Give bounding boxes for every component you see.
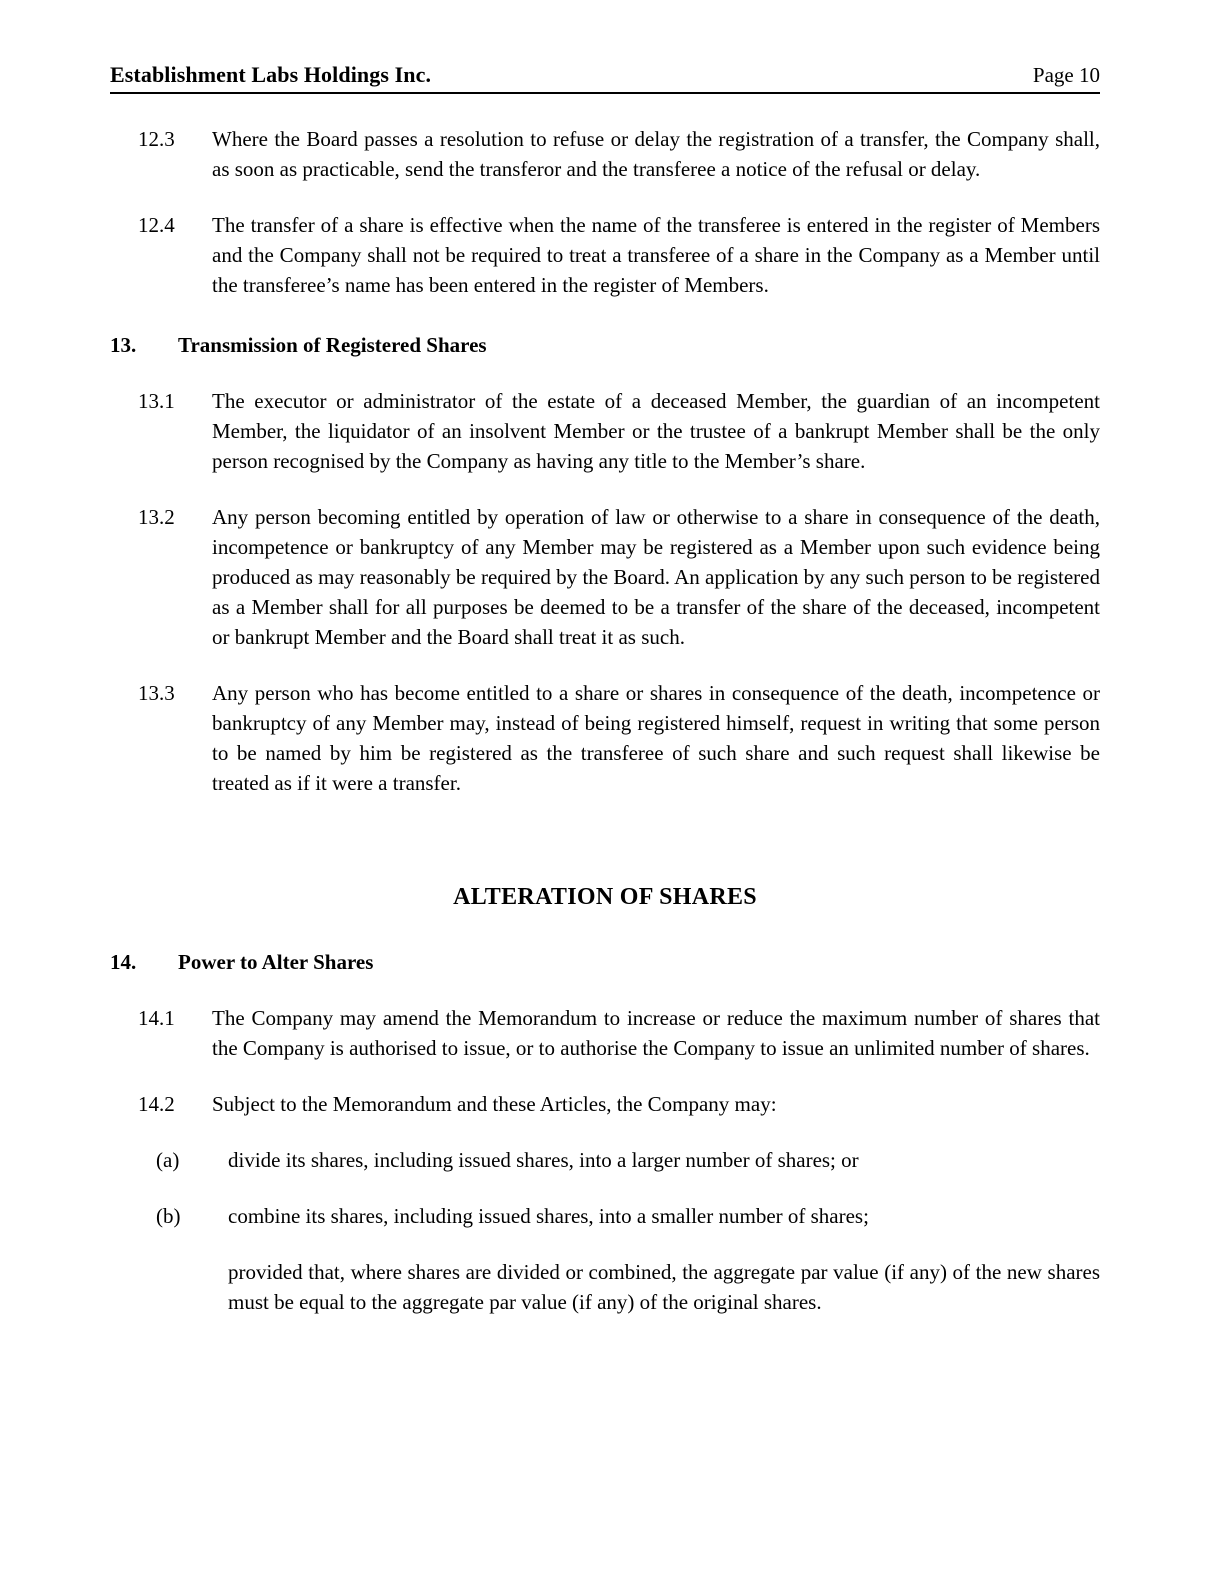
subitem-label: (b) [156, 1204, 181, 1228]
clause-text: The transfer of a share is effective when the name of the transferee is entered in the register of Members and the Company shall not be required to treat a transferee of a share in the Company as a Member until the transferee’s name has been entered in the register of Members. [212, 213, 1100, 297]
clause-number: 13.1 [138, 389, 175, 413]
section-title: Power to Alter Shares [178, 950, 374, 974]
clause-number: 13.2 [138, 505, 175, 529]
section-heading-14 [110, 947, 1100, 977]
proviso-paragraph: provided that, where shares are divided or combined, the aggregate par value (if any) of the new shares must be equal to the aggregate par value (if any) of the original shares. [228, 1260, 1100, 1314]
clause-text: Where the Board passes a resolution to refuse or delay the registration of a transfer, the Company shall, as soon as practicable, send the transferor and the transferee a notice of the refusal or delay. [212, 127, 1100, 181]
clause-number: 13.3 [138, 681, 175, 705]
part-title: ALTERATION OF SHARES [453, 884, 757, 910]
header-company-name: Establishment Labs Holdings Inc. [110, 62, 432, 87]
clause-12-3 [110, 124, 1100, 184]
clause-number: 14.1 [138, 1006, 175, 1030]
page-header [110, 62, 1100, 94]
page-content [110, 62, 1100, 1317]
clause-text: Any person becoming entitled by operation of law or otherwise to a share in consequence of the death, incompetence or bankruptcy of any Member may be registered as a Member upon such evidence being produced as may reasonably be required by the Board. An application by any such person to be registered as a Member shall for all purposes be deemed to be a transfer of the share of the deceased, incompetent or bankrupt Member and the Board shall treat it as such. [212, 505, 1100, 649]
clause-number: 12.3 [138, 127, 175, 151]
subitem-text: divide its shares, including issued shares, into a larger number of shares; or [228, 1148, 859, 1172]
clause-number: 14.2 [138, 1092, 175, 1116]
clause-text: Subject to the Memorandum and these Articles, the Company may: [212, 1092, 777, 1116]
clause-14-2 [110, 1089, 1100, 1119]
section-number: 14. [110, 950, 137, 974]
clause-text: Any person who has become entitled to a share or shares in consequence of the death, incompetence or bankruptcy of any Member may, instead of being registered himself, request in writing that some person to be named by him be registered as the transferee of such share and such request shall likewise be treated as if it were a transfer. [212, 681, 1100, 795]
clause-14-1 [110, 1003, 1100, 1063]
subitem-b [156, 1201, 1100, 1231]
clause-13-2 [110, 502, 1100, 652]
section-title: Transmission of Registered Shares [178, 333, 487, 357]
subitem-text: combine its shares, including issued shares, into a smaller number of shares; [228, 1204, 869, 1228]
header-page-number: Page 10 [1032, 63, 1100, 87]
clause-text: The executor or administrator of the estate of a deceased Member, the guardian of an incompetent Member, the liquidator of an insolvent Member or the trustee of a bankrupt Member shall be the only person recognised by the Company as having any title to the Member’s share. [212, 389, 1100, 473]
section-heading-13 [110, 330, 1100, 360]
subitem-label: (a) [156, 1148, 180, 1172]
clause-text: The Company may amend the Memorandum to increase or reduce the maximum number of shares that the Company is authorised to issue, or to authorise the Company to issue an unlimited number of shares. [212, 1006, 1100, 1060]
clause-13-3 [110, 678, 1100, 798]
clause-12-4 [110, 210, 1100, 300]
clause-13-1 [110, 386, 1100, 476]
clause-number: 12.4 [138, 213, 175, 237]
subitem-a [156, 1145, 1100, 1175]
section-number: 13. [110, 333, 137, 357]
